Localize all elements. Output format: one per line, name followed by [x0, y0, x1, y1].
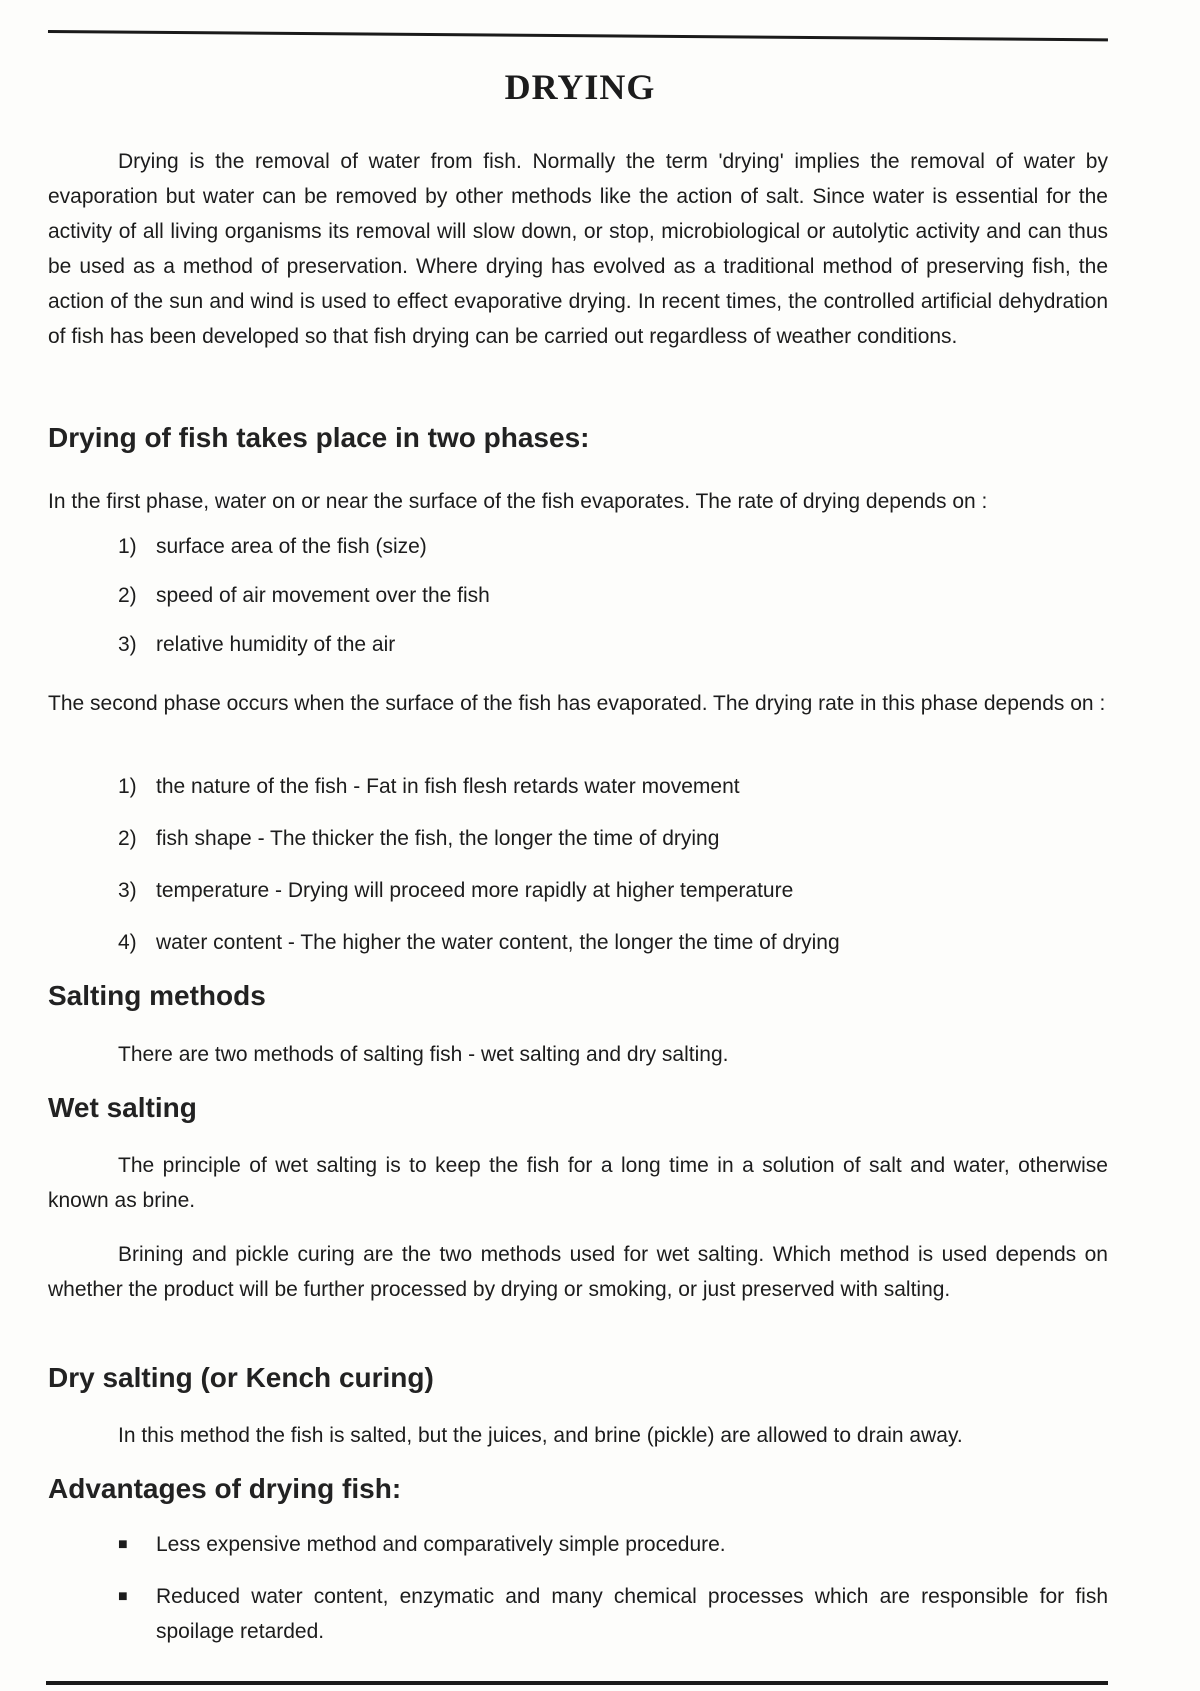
- item-text: speed of air movement over the fish: [156, 584, 490, 607]
- list-item: [118, 827, 1108, 851]
- salting-paragraph: There are two methods of salting fish - wet salting and dry salting.: [118, 1043, 729, 1066]
- list-item: [118, 775, 1108, 799]
- page-title: DRYING: [504, 67, 656, 107]
- item-text: temperature - Drying will proceed more rapidly at higher temperature: [156, 879, 794, 902]
- second-phase-list: [118, 775, 1108, 955]
- salting-heading: Salting methods: [48, 980, 266, 1011]
- wet-salting-paragraph-2: Brining and pickle curing are the two methods used for wet salting. Which method is used depends on whether the product will be further processed by drying or smoking, or just preserved with salting.: [48, 1243, 1108, 1301]
- item-number: 1): [118, 775, 137, 798]
- list-item: [118, 1527, 1108, 1562]
- wet-salting-paragraph-1: The principle of wet salting is to keep the fish for a long time in a solution of salt and water, otherwise known as brine.: [48, 1154, 1108, 1212]
- item-text: Less expensive method and comparatively simple procedure.: [156, 1533, 726, 1556]
- bottom-rule: [46, 1681, 1108, 1685]
- item-number: 2): [118, 827, 137, 850]
- top-rule: [48, 30, 1108, 41]
- list-item: [118, 879, 1108, 903]
- item-number: 2): [118, 584, 137, 607]
- item-text: relative humidity of the air: [156, 633, 396, 656]
- list-item: [118, 535, 1108, 559]
- bullet-icon: ■: [118, 1536, 128, 1553]
- item-text: fish shape - The thicker the fish, the longer the time of drying: [156, 827, 720, 850]
- list-item: [118, 1579, 1108, 1649]
- item-text: water content - The higher the water content, the longer the time of drying: [156, 931, 840, 954]
- item-text: surface area of the fish (size): [156, 535, 427, 558]
- wet-salting-heading: Wet salting: [48, 1092, 197, 1123]
- second-phase-intro: The second phase occurs when the surface of the fish has evaporated. The drying rate in this phase depends on :: [48, 692, 1106, 715]
- advantages-heading: Advantages of drying fish:: [48, 1473, 402, 1504]
- intro-paragraph: Drying is the removal of water from fish. Normally the term 'drying' implies the removal of water by evaporation but water can be removed by other methods like the action of salt. Since water is essential for the activity of all living organisms its removal will slow down, or stop, microbiological or autolytic activity and can thus be used as a method of preservation. Where drying has evolved as a traditional method of preserving fish, the action of the sun and wind is used to effect evaporative drying. In recent times, the controlled artificial dehydration of fish has been developed so that fish drying can be carried out regardless of weather conditions.: [48, 150, 1108, 348]
- item-number: 3): [118, 633, 137, 656]
- phases-heading: Drying of fish takes place in two phases:: [48, 422, 590, 453]
- item-number: 1): [118, 535, 137, 558]
- advantages-list: [118, 1527, 1108, 1649]
- dry-salting-paragraph: In this method the fish is salted, but the juices, and brine (pickle) are allowed to drain away.: [118, 1424, 963, 1447]
- item-text: the nature of the fish - Fat in fish flesh retards water movement: [156, 775, 740, 798]
- bullet-icon: ■: [118, 1588, 128, 1605]
- first-phase-intro: In the first phase, water on or near the surface of the fish evaporates. The rate of drying depends on :: [48, 490, 988, 513]
- item-text: Reduced water content, enzymatic and many chemical processes which are responsible for fish spoilage retarded.: [156, 1585, 1108, 1643]
- item-number: 3): [118, 879, 137, 902]
- dry-salting-heading: Dry salting (or Kench curing): [48, 1362, 434, 1393]
- list-item: [118, 633, 1108, 657]
- item-number: 4): [118, 931, 137, 954]
- document-page: [48, 0, 1108, 1691]
- list-item: [118, 931, 1108, 955]
- list-item: [118, 584, 1108, 608]
- first-phase-list: [118, 535, 1108, 657]
